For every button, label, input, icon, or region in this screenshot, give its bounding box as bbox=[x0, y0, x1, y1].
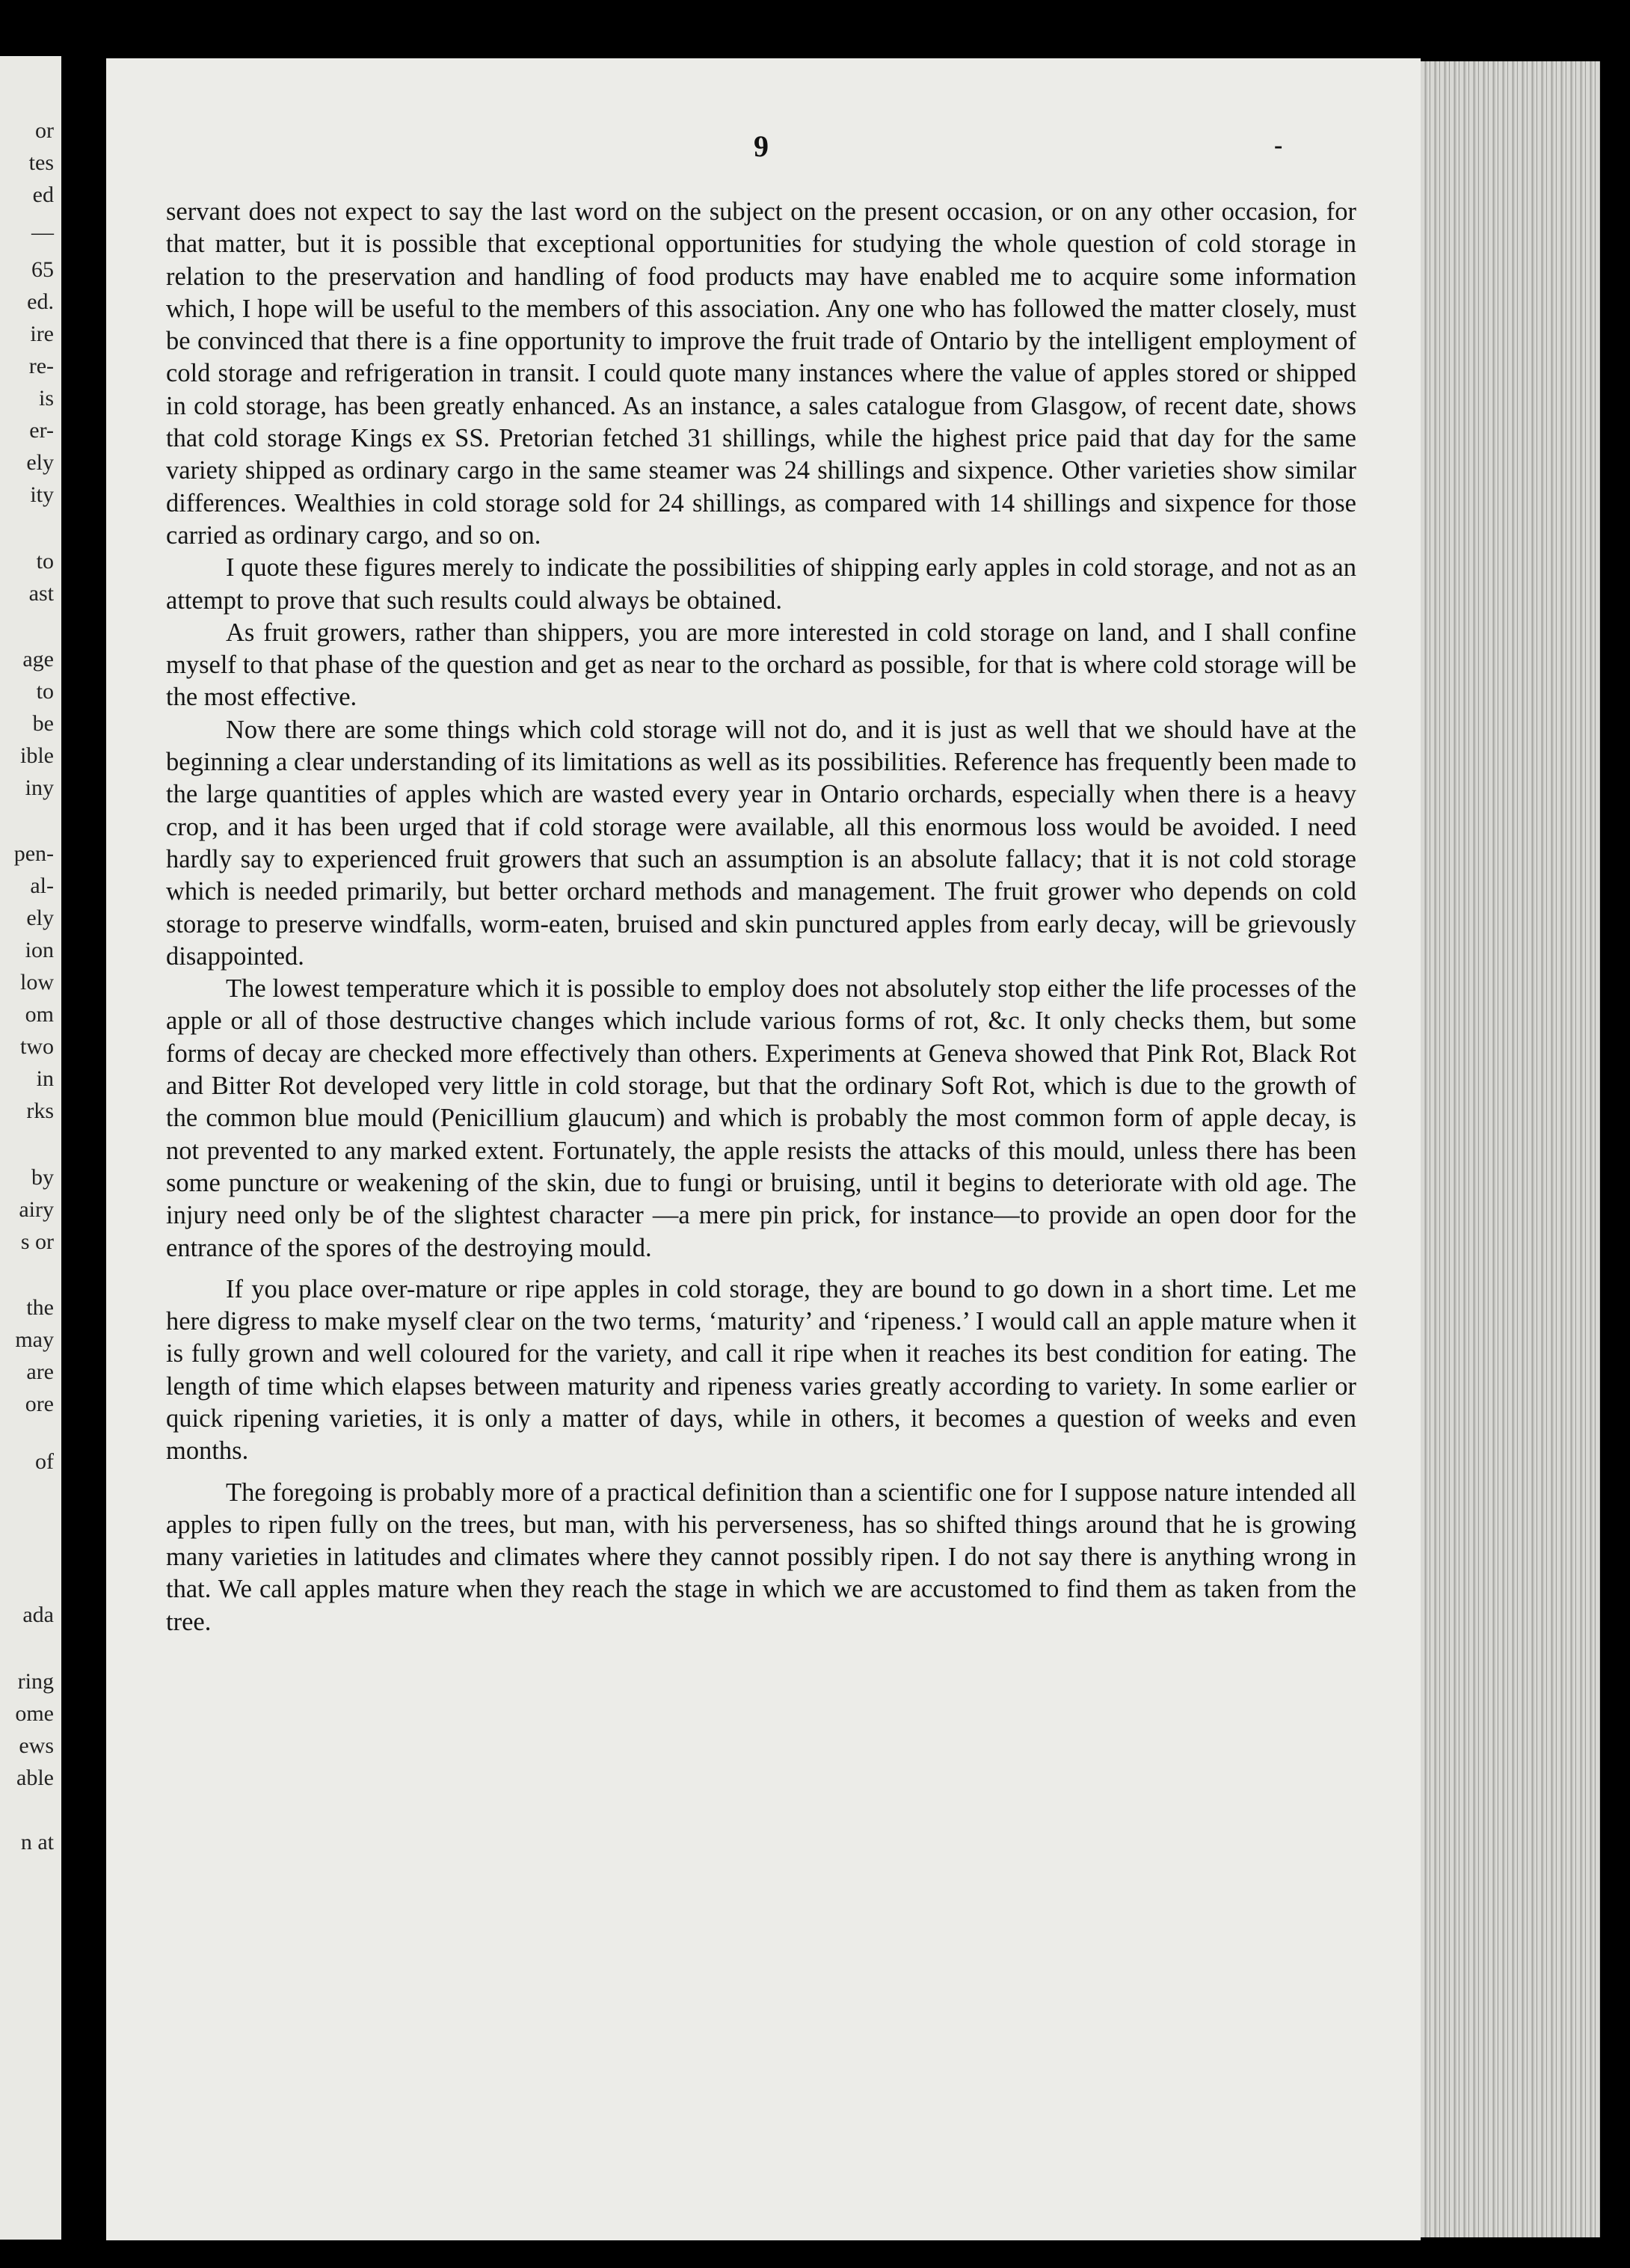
left-page-fragment: two bbox=[20, 1034, 54, 1059]
left-page-fragment: ely bbox=[26, 450, 54, 475]
left-page-fragment: low bbox=[20, 970, 54, 995]
left-page-fragment: ible bbox=[20, 743, 54, 768]
left-page-fragment: may bbox=[15, 1327, 54, 1352]
left-page-fragment: s or bbox=[20, 1229, 54, 1254]
paragraph: servant does not expect to say the last word on the subject on the present occasion, or on any other occasion, for that matter, but it is possible that exceptional opportunities for studying the whole question of cold storage in relation to the preservation and handling of food products may have enabled me to acquire some information which, I hope will be useful to the members of this association. Any one who has followed the matter closely, must be convinced that there is a fine opportunity to improve the fruit trade of Ontario by the intelligent employment of cold storage and refrigeration in transit. I could quote many instances where the value of apples stored or shipped in cold storage, has been greatly enhanced. As an instance, a sales catalogue from Glasgow, of recent date, shows that cold storage Kings ex SS. Pretorian fetched 31 shillings, while the highest price paid that day for the same variety shipped as ordinary cargo in the same steamer was 24 shillings and sixpence. Other varieties show similar differences. Wealthies in cold storage sold for 24 shillings, as compared with 14 shillings and sixpence for those carried as ordinary cargo, and so on. bbox=[166, 197, 1356, 550]
left-page-fragment: ed. bbox=[27, 289, 54, 314]
left-page-fragment: rks bbox=[26, 1098, 54, 1123]
paragraph: The foregoing is probably more of a practical definition than a scientific one for I suppose nature intended all apples to ripen fully on the trees, but man, with his perverseness, has so shifted things around that he is growing many varieties in latitudes and climates where they cannot possibly ripen. I do not say there is anything wrong in that. We call apples mature when they reach the stage in which we are accustomed to find them as taken from the tree. bbox=[166, 1478, 1356, 1636]
left-page-fragment: airy bbox=[19, 1197, 54, 1222]
left-page-fragment: age bbox=[22, 647, 54, 672]
left-page-fragment: ring bbox=[17, 1669, 54, 1694]
left-page-fragment: by bbox=[31, 1165, 54, 1190]
page-block-edge bbox=[1421, 61, 1600, 2237]
paragraph: Now there are some things which cold storage will not do, and it is just as well that we should have at the beginning a clear understanding of its limitations as well as its possibilities. Reference has frequently been made to the large quantities of apples which are wasted every year in Ontario orchards, especially when there is a heavy crop, and it has been urged that if cold storage were available, all this enormous loss would be avoided. I need hardly say to experienced fruit growers that such an assumption is an absolute fallacy; that it is not cold storage which is needed primarily, but better orchard methods and management. The fruit grower who depends on cold storage to preserve windfalls, worm-eaten, bruised and skin punctured apples from early decay, will be grievously disappointed. bbox=[166, 715, 1356, 971]
header-mark: - bbox=[1274, 132, 1283, 159]
left-page-fragment: the bbox=[26, 1295, 54, 1320]
left-page-fragment: is bbox=[38, 386, 54, 411]
left-page-fragment: ed bbox=[32, 182, 54, 207]
left-page-fragment: ion bbox=[25, 938, 54, 962]
left-page-fragment: be bbox=[32, 711, 54, 736]
left-page-fragment: ast bbox=[28, 581, 54, 606]
left-page-fragment: 65 bbox=[31, 257, 54, 282]
left-page-fragment: ire bbox=[30, 322, 54, 346]
left-page-fragment: n at bbox=[20, 1830, 54, 1854]
left-page-fragment: tes bbox=[28, 150, 54, 175]
left-page-fragment: to bbox=[36, 549, 54, 574]
left-page-fragment: in bbox=[36, 1066, 54, 1091]
adjacent-page-strip bbox=[0, 56, 61, 2240]
page-number: 9 bbox=[754, 129, 769, 163]
paragraph: As fruit growers, rather than shippers, you are more interested in cold storage on land, and I shall confine myself to that phase of the question and get as near to the orchard as possible, for that is where cold storage will be the most effective. bbox=[166, 618, 1356, 712]
left-page-fragment: pen- bbox=[13, 841, 54, 866]
left-page-fragment: ity bbox=[30, 482, 54, 507]
left-page-fragment: ada bbox=[22, 1602, 54, 1627]
left-page-fragment: ews bbox=[19, 1733, 54, 1758]
left-page-fragment: are bbox=[26, 1359, 54, 1384]
left-page-fragment: of bbox=[35, 1449, 54, 1474]
left-page-fragment: ome bbox=[15, 1701, 54, 1726]
left-page-fragment: al- bbox=[30, 873, 54, 898]
paragraph: If you place over-mature or ripe apples in cold storage, they are bound to go down in a short time. Let me here digress to make myself clear on the two terms, ‘maturity’ and ‘ripeness.’ I would call an apple mature when it is fully grown and well coloured for the variety, and call it ripe when it reaches its best condition for eating. The length of time which elapses between maturity and ripeness varies greatly according to variety. In some earlier or quick ripening varieties, it is only a matter of days, while in others, it becomes a question of weeks and even months. bbox=[166, 1274, 1356, 1466]
paragraph: I quote these figures merely to indicate the possibilities of shipping early apples in cold storage, and not as an attempt to prove that such results could always be obtained. bbox=[166, 553, 1356, 615]
body-text bbox=[166, 196, 1356, 1638]
left-page-fragment: — bbox=[31, 220, 54, 245]
left-page-fragment: ely bbox=[26, 906, 54, 930]
left-page-fragment: able bbox=[16, 1765, 54, 1790]
paragraph: The lowest temperature which it is possible to employ does not absolutely stop either the life processes of the apple or all of those destructive changes which include various forms of rot, &c. It only checks them, but some forms of decay are checked more effectively than others. Experiments at Geneva showed that Pink Rot, Black Rot and Bitter Rot developed very little in cold storage, but that the ordinary Soft Rot, which is due to the growth of the common blue mould (Penicillium glaucum) and which is probably the most common form of apple decay, is not prevented to any marked extent. Fortunately, the apple resists the attacks of this mould, unless there has been some puncture or weakening of the skin, due to fungi or bruising, until it begins to deteriorate with old age. The injury need only be of the slightest character —a mere pin prick, for instance—to provide an open door for the entrance of the spores of the destroying mould. bbox=[166, 974, 1356, 1262]
left-page-fragment: to bbox=[36, 679, 54, 704]
left-page-fragment: or bbox=[35, 118, 54, 143]
left-page-fragment: re- bbox=[28, 354, 54, 378]
left-page-fragment: er- bbox=[29, 418, 54, 443]
left-page-fragment: ore bbox=[25, 1392, 54, 1416]
left-page-fragment: iny bbox=[25, 775, 54, 800]
left-page-fragment: om bbox=[25, 1002, 54, 1027]
